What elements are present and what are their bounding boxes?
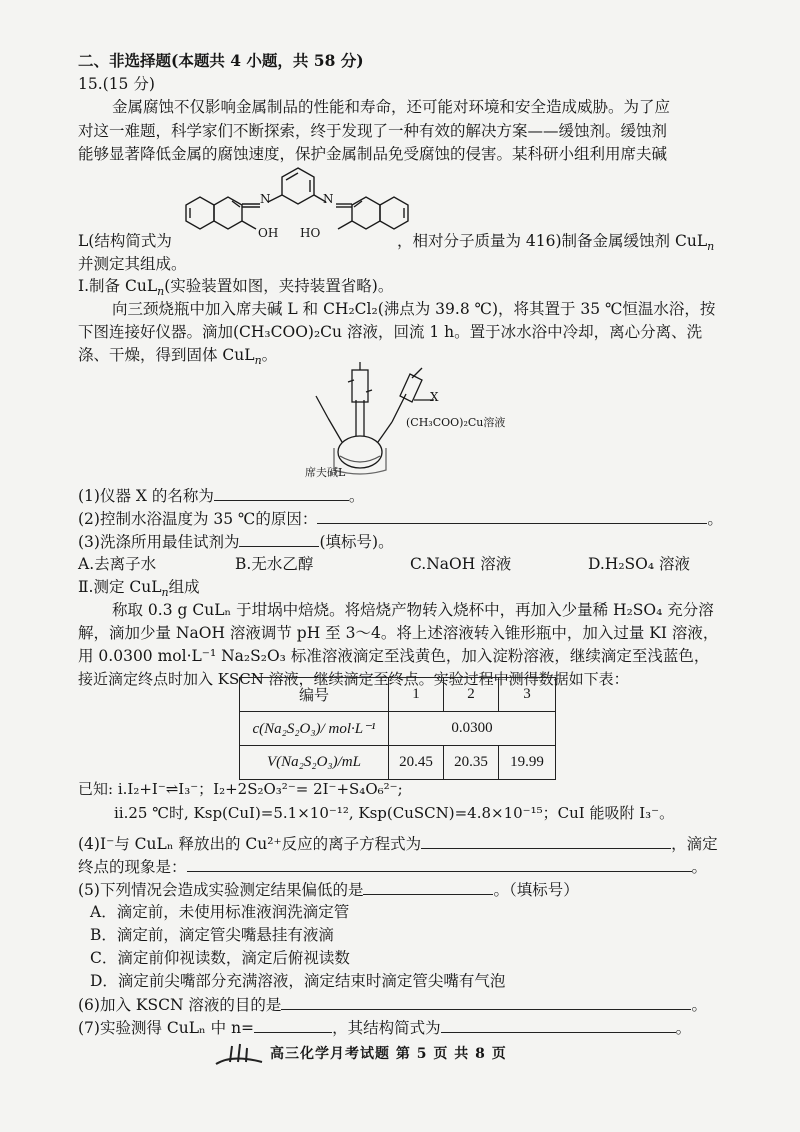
structure-ho-right: HO [300,226,321,240]
question-number: 15.(15 分) [78,75,155,93]
table-header-cell: 2 [444,678,499,712]
table-row [240,746,556,780]
part2-title: Ⅱ.测定 CuL$_n$组成 [78,578,200,600]
page-footer: 高三化学月考试题 第 5 页 共 8 页 [270,1046,507,1062]
table-cell: V(Na₂S₂O₃)/mL [240,746,389,780]
q5-option-d: D．滴定前尖嘴部分充满溶液，滴定结束时滴定管尖嘴有气泡 [90,972,506,990]
q5-option-c: C．滴定前仰视读数，滴定后俯视读数 [90,949,350,967]
part2-line-4: 接近滴定终点时加入 KSCN 溶液，继续滴定至终点。实验过程中测得数据如下表： [78,670,629,688]
table-row [240,712,556,746]
q1: (1)仪器 X 的名称为 。 [78,484,364,507]
q5-blank[interactable] [363,878,493,895]
q4: (4)I⁻与 CuLₙ 释放出的 Cu²⁺反应的离子方程式为 ，滴定 [78,832,718,855]
q6-blank[interactable] [281,993,691,1010]
intro-line-1: 金属腐蚀不仅影响金属制品的性能和寿命，还可能对环境和安全造成威胁。为了应 [112,98,671,116]
structure-oh-left: OH [258,226,279,240]
table-cell: c(Na₂S₂O₃)/ mol·L⁻¹ [240,712,389,746]
q3-option-d: D.H₂SO₄ 溶液 [588,555,690,573]
table-header-cell: 1 [389,678,444,712]
intro-line-2: 对这一难题，科学家们不断探索，终于发现了一种有效的解决方案——缓蚀剂。缓蚀剂 [78,122,668,140]
part2-line-2: 解，滴加少量 NaOH 溶液调节 pH 至 3～4。将上述溶液转入锥形瓶中，加入过量 KI 溶液， [78,624,719,642]
q4-equation-blank[interactable] [421,832,671,849]
table-cell: 19.99 [499,746,556,780]
q1-blank[interactable] [214,484,349,501]
q5-option-b: B．滴定前，滴定管尖嘴悬挂有液滴 [90,926,334,944]
q6: (6)加入 KSCN 溶液的目的是 。 [78,993,707,1016]
structure-n-left: N [260,192,271,206]
table-cell: 20.45 [389,746,444,780]
known-1: 已知: ⅰ.I₂+I⁻⇌I₃⁻；I₂+2S₂O₃²⁻= 2I⁻+S₄O₆²⁻; [78,780,403,798]
q3-option-b: B.无水乙醇 [235,555,314,573]
q3-blank[interactable] [239,530,319,547]
table-row [240,678,556,712]
table-cell: 20.35 [444,746,499,780]
q4-endpoint-blank[interactable] [187,855,692,872]
intro-line-5: 并测定其组成。 [78,255,187,273]
q7-n-blank[interactable] [254,1016,332,1033]
intro-line-3: 能够显著降低金属的腐蚀速度，保护金属制品免受腐蚀的侵害。某科研小组利用席夫碱 [78,145,668,163]
apparatus-label-flask: 席夫碱L [305,466,346,479]
exam-logo-icon [212,1040,266,1068]
q2: (2)控制水浴温度为 35 ℃的原因： 。 [78,507,723,530]
structure-suffix-line: ，相对分子质量为 416)制备金属缓蚀剂 CuL$_n$ [397,232,715,254]
q3: (3)洗涤所用最佳试剂为 (填标号)。 [78,530,394,553]
apparatus-label-solution: (CH₃COO)₂Cu溶液 [406,416,506,429]
part2-line-1: 称取 0.3 g CuLₙ 于坩埚中焙烧。将焙烧产物转入烧杯中，再加入少量稀 H₂SO₄ 充分溶 [112,601,714,619]
q7-structure-blank[interactable] [441,1016,676,1033]
part2-line-3: 用 0.0300 mol·L⁻¹ Na₂S₂O₃ 标准溶液滴定至浅黄色，加入淀粉溶液，继续滴定至浅蓝色， [78,647,710,665]
q4-endpoint: 终点的现象是： 。 [78,855,707,878]
q5-option-a: A．滴定前，未使用标准液润洗滴定管 [90,903,350,921]
known-2: ⅱ.25 ℃时, Ksp(CuI)=5.1×10⁻¹², Ksp(CuSCN)=4.8×10⁻¹⁵；CuI 能吸附 I₃⁻。 [114,804,675,822]
structure-prefix: L(结构简式为 [78,232,172,250]
part1-title: Ⅰ.制备 CuL$_n$(实验装置如图，夹持装置省略)。 [78,277,394,299]
q7: (7)实验测得 CuLₙ 中 n= ，其结构简式为 。 [78,1016,691,1039]
q3-options [78,553,690,575]
table-header-cell: 3 [499,678,556,712]
structure-n-right: N [323,192,334,206]
part1-line-3: 涤、干燥，得到固体 CuL$_n$。 [78,346,278,368]
apparatus-label-x: X [430,390,439,404]
part1-line-2: 下图连接好仪器。滴加(CH₃COO)₂Cu 溶液，回流 1 h。置于冰水浴中冷却，离心分离、洗 [78,323,703,341]
titration-data-table [239,677,556,780]
table-header-cell: 编号 [240,678,389,712]
q2-blank[interactable] [317,507,707,524]
q5: (5)下列情况会造成实验测定结果偏低的是 。（填标号） [78,878,579,901]
schiff-base-structure [180,160,410,255]
table-cell: 0.0300 [389,712,556,746]
q3-option-c: C.NaOH 溶液 [410,555,512,573]
part1-line-1: 向三颈烧瓶中加入席夫碱 L 和 CH₂Cl₂(沸点为 39.8 ℃)，将其置于 35 ℃恒温水浴，按 [112,300,716,318]
section-title: 二、非选择题(本题共 4 小题，共 58 分) [78,51,364,70]
q3-option-a: A.去离子水 [78,555,157,573]
